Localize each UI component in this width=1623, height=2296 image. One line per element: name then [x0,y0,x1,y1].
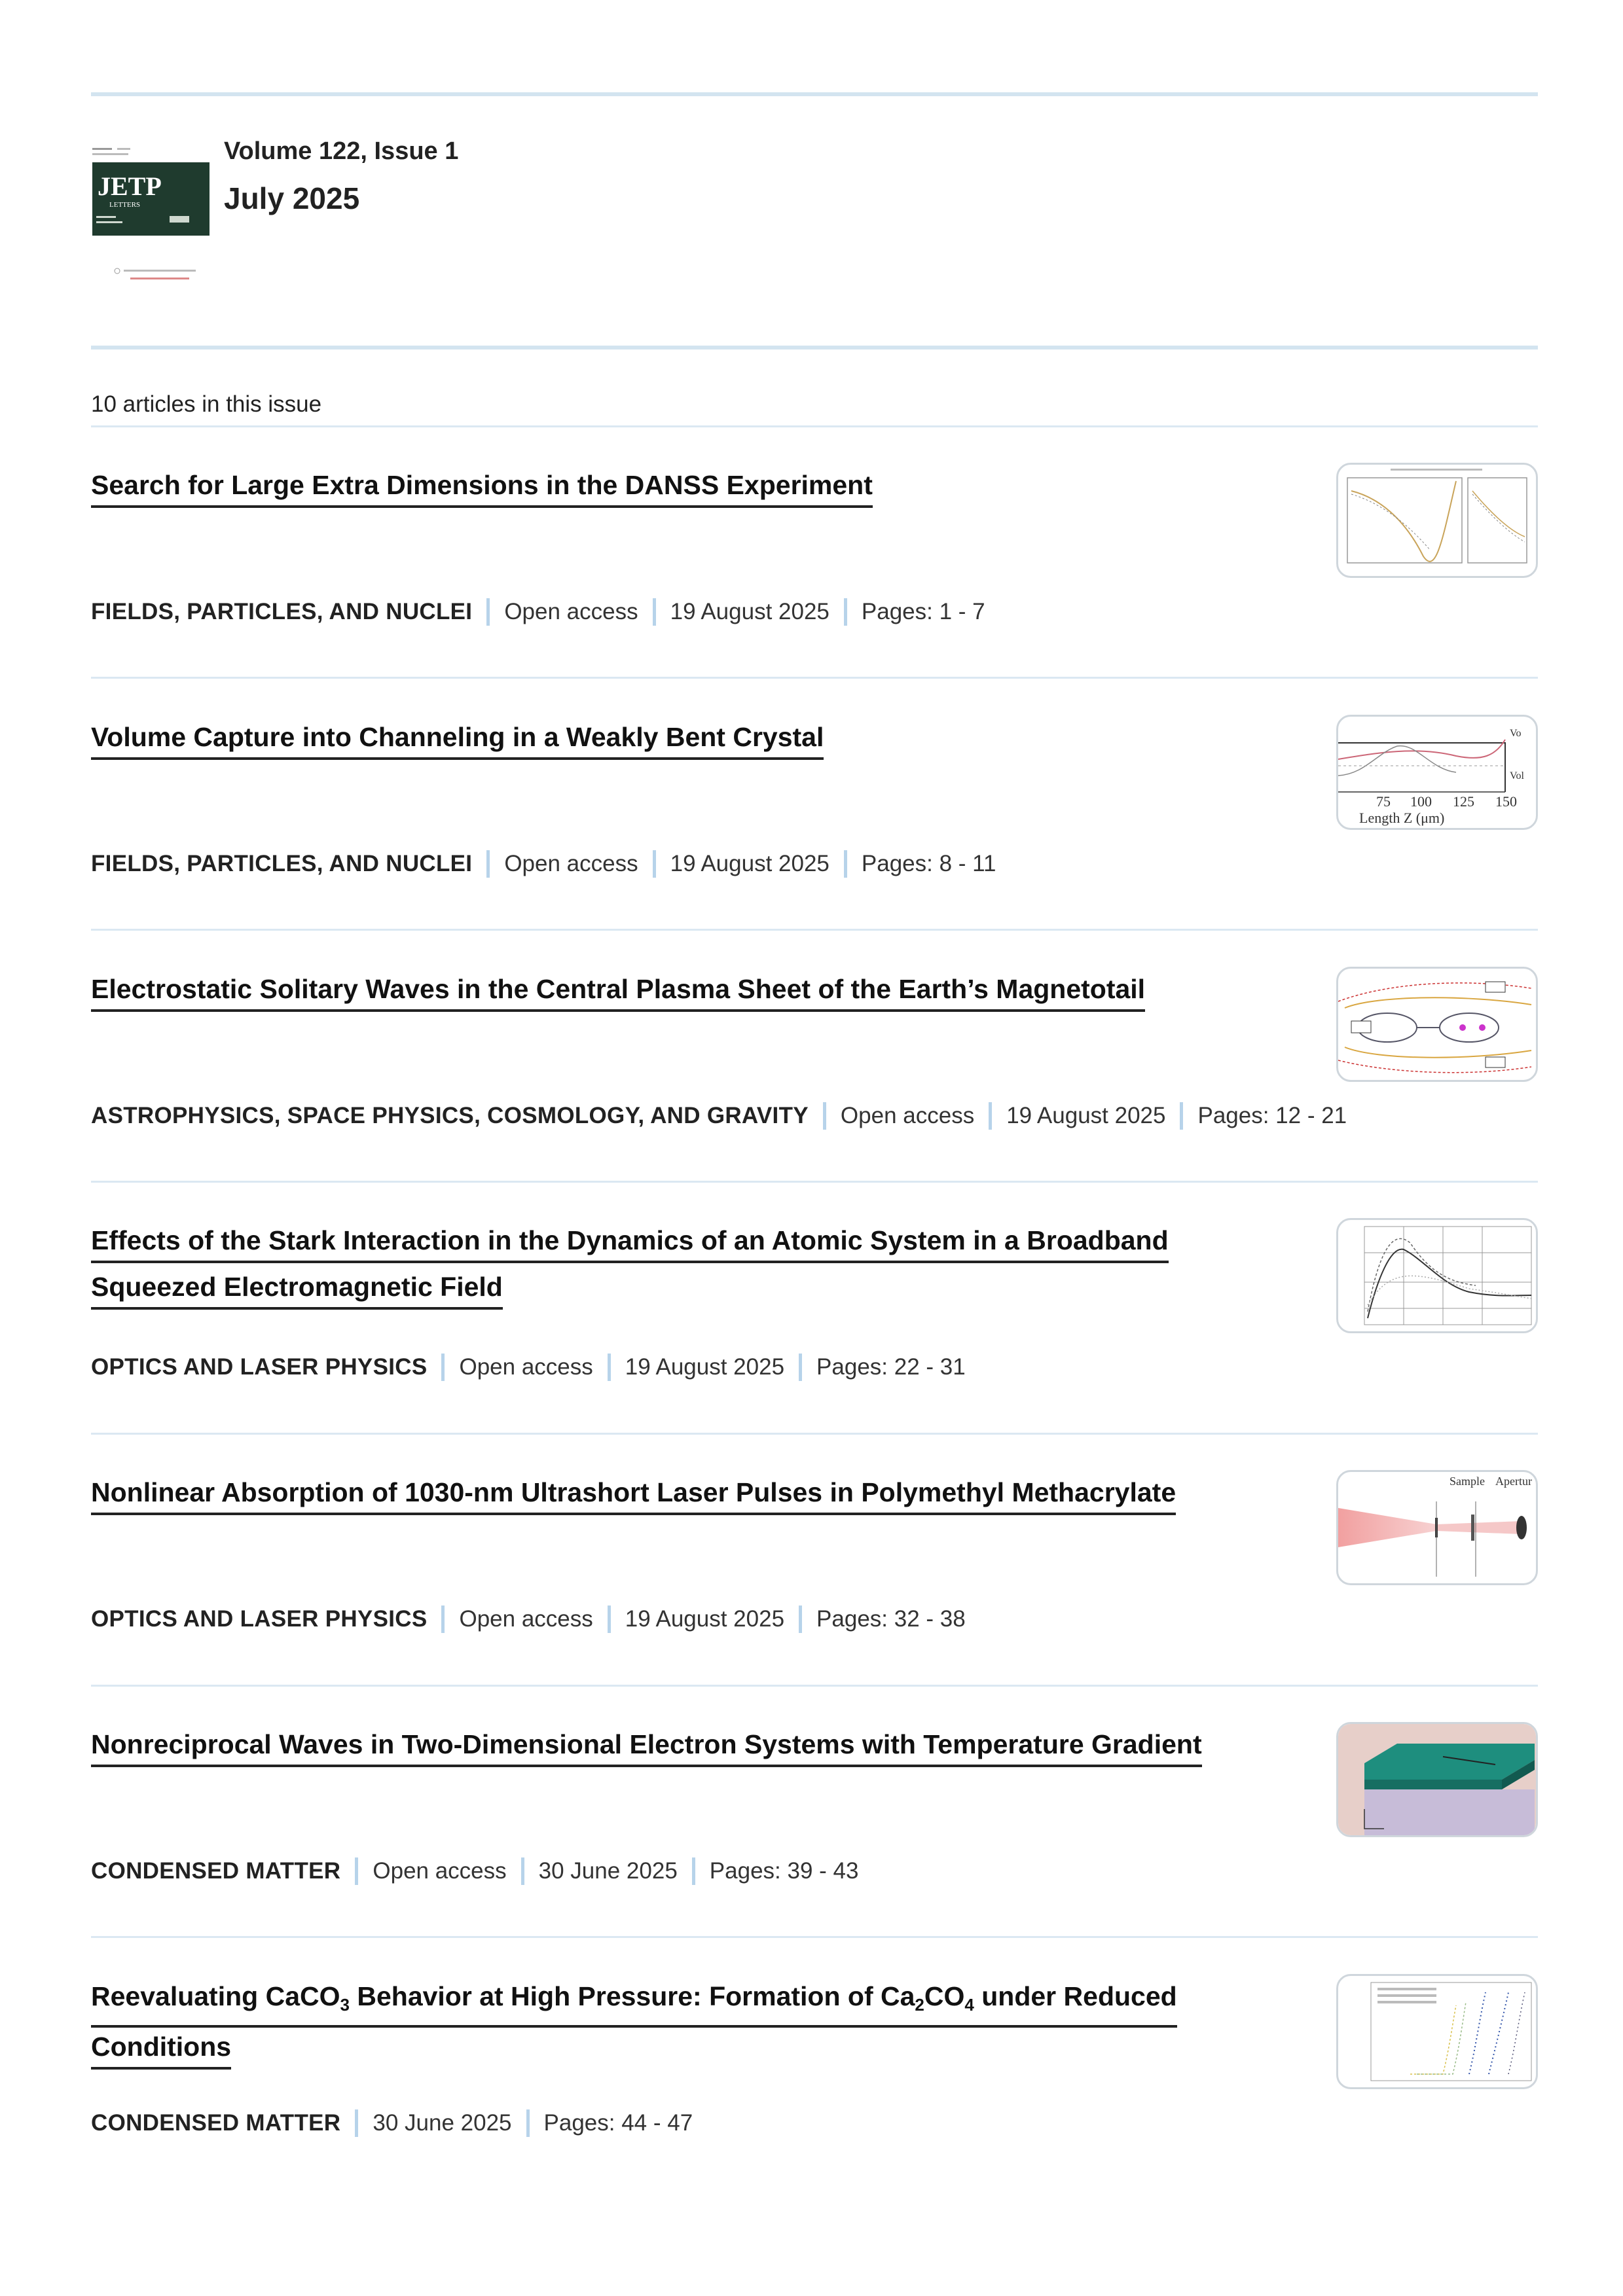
page-range: Pages: 39 - 43 [709,1858,859,1884]
diagram-thumbnail-icon[interactable] [1336,967,1538,1082]
article-item [91,466,1538,624]
access-badge: Open access [504,599,638,624]
access-badge: Open access [504,851,638,876]
title-subscript: 2 [915,1995,924,2015]
meta-separator [355,1857,358,1885]
publish-date: 19 August 2025 [1006,1103,1166,1128]
page-range: Pages: 12 - 21 [1197,1103,1347,1128]
meta-separator [486,598,490,626]
thumb-label: Apertur [1495,1475,1532,1488]
svg-text:Vo: Vo [1510,728,1522,739]
article-title-link[interactable]: Nonreciprocal Waves in Two-Dimensional Electron Systems with Temperature Gradient [91,1725,1202,1767]
axis-tick: 150 [1495,793,1517,810]
thumb-label: Sample [1450,1475,1485,1488]
meta-separator [441,1354,445,1381]
journal-cover-thumbnail[interactable] [91,143,211,296]
article-count: 10 articles in this issue [91,391,322,417]
publish-date: 19 August 2025 [625,1354,785,1380]
meta-separator [653,850,656,878]
article-category[interactable]: FIELDS, PARTICLES, AND NUCLEI [91,599,473,624]
list-divider [91,425,1538,427]
title-subscript: 4 [964,1995,974,2015]
meta-separator [823,1102,826,1130]
page-range: Pages: 1 - 7 [861,599,985,624]
article-title-link[interactable] [91,1977,1177,2028]
article-title-link[interactable]: Squeezed Electromagnetic Field [91,1268,503,1310]
article-meta [91,850,996,878]
issue-date: July 2025 [224,181,360,215]
svg-text:Vol: Vol [1510,770,1524,781]
access-badge: Open access [840,1103,975,1128]
article-item [91,1221,1538,1378]
cover-title-text: JETP [98,171,162,201]
article-category[interactable]: OPTICS AND LASER PHYSICS [91,1354,428,1380]
publish-date: 19 August 2025 [670,599,830,624]
article-category[interactable]: FIELDS, PARTICLES, AND NUCLEI [91,851,473,876]
article-title-link[interactable]: Search for Large Extra Dimensions in the DANSS Experiment [91,466,873,508]
article-meta [91,1354,966,1381]
meta-separator [521,1857,524,1885]
plot-thumbnail-icon[interactable] [1336,463,1538,578]
title-subscript: 3 [340,1995,350,2015]
title-part: CO [924,1981,965,2011]
article-category[interactable]: ASTROPHYSICS, SPACE PHYSICS, COSMOLOGY, AND GRAVITY [91,1103,809,1128]
meta-separator [486,850,490,878]
plot-thumbnail-icon[interactable] [1336,1218,1538,1333]
access-badge: Open access [459,1354,593,1380]
article-category[interactable]: CONDENSED MATTER [91,1858,341,1884]
article-meta [91,1605,966,1633]
axis-tick: 125 [1453,793,1474,810]
list-divider [91,929,1538,931]
meta-separator [526,2109,530,2137]
publish-date: 30 June 2025 [373,2110,512,2136]
article-category[interactable]: OPTICS AND LASER PHYSICS [91,1606,428,1632]
article-item [91,1977,1538,2134]
title-part: Reevaluating CaCO [91,1981,340,2011]
access-badge: Open access [459,1606,593,1632]
publish-date: 19 August 2025 [625,1606,785,1632]
issue-volume: Volume 122, Issue 1 [224,137,459,165]
plot-thumbnail-icon[interactable] [1336,1974,1538,2089]
list-divider [91,1433,1538,1435]
article-title-link[interactable]: Nonlinear Absorption of 1030-nm Ultrashort Laser Pulses in Polymethyl Methacrylate [91,1473,1176,1515]
article-meta [91,1102,1347,1130]
meta-separator [441,1605,445,1633]
page-range: Pages: 22 - 31 [816,1354,966,1380]
laser-diagram-thumbnail-icon[interactable] [1336,1470,1538,1585]
article-item [91,718,1538,876]
page-range: Pages: 8 - 11 [861,851,996,876]
access-badge: Open access [373,1858,507,1884]
title-part: under Reduced [974,1981,1177,2011]
meta-separator [608,1605,611,1633]
page-range: Pages: 44 - 47 [543,2110,693,2136]
publish-date: 19 August 2025 [670,851,830,876]
meta-separator [653,598,656,626]
list-divider [91,677,1538,679]
meta-separator [1180,1102,1183,1130]
list-divider [91,1936,1538,1938]
axis-tick: 75 [1376,793,1391,810]
list-divider [91,1685,1538,1687]
article-meta [91,598,985,626]
meta-separator [844,598,847,626]
publish-date: 30 June 2025 [538,1858,678,1884]
plot-thumbnail-icon[interactable] [1336,715,1538,830]
3d-diagram-thumbnail-icon[interactable] [1336,1722,1538,1837]
axis-tick: 100 [1410,793,1432,810]
list-divider [91,1181,1538,1183]
article-item [91,1473,1538,1632]
article-item [91,1725,1538,1884]
article-title-link[interactable]: Electrostatic Solitary Waves in the Central Plasma Sheet of the Earth’s Magnetotail [91,970,1145,1012]
header-divider [91,346,1538,350]
page-range: Pages: 32 - 38 [816,1606,966,1632]
meta-separator [608,1354,611,1381]
article-meta [91,1857,858,1885]
article-item [91,970,1538,1128]
article-title-link[interactable]: Volume Capture into Channeling in a Weakly Bent Crystal [91,718,824,760]
meta-separator [355,2109,358,2137]
title-part: Behavior at High Pressure: Formation of Ca [349,1981,915,2011]
article-meta [91,2109,693,2137]
axis-label: Length Z (μm) [1359,810,1445,826]
article-title-link[interactable]: Conditions [91,2028,231,2070]
cover-subtitle-text: LETTERS [109,201,141,209]
meta-separator [799,1605,802,1633]
meta-separator [692,1857,695,1885]
meta-separator [799,1354,802,1381]
top-divider [91,92,1538,96]
article-category[interactable]: CONDENSED MATTER [91,2110,341,2136]
meta-separator [844,850,847,878]
meta-separator [989,1102,992,1130]
article-title-link[interactable]: Effects of the Stark Interaction in the Dynamics of an Atomic System in a Broadband [91,1221,1169,1263]
